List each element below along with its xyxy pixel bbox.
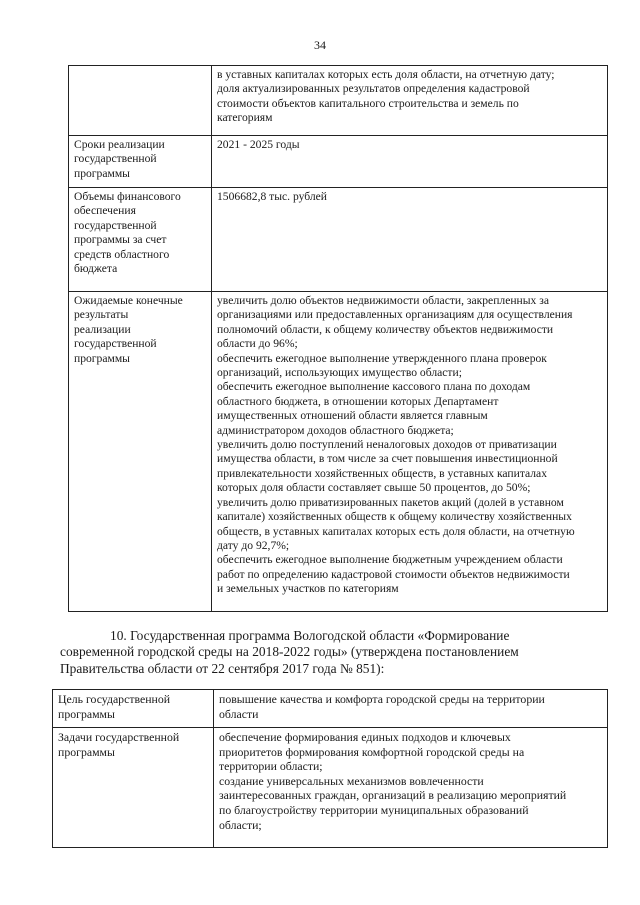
row-value-cell (214, 690, 608, 728)
cell-text-line: программы (74, 351, 130, 365)
cell-text-line: Цель государственной (58, 692, 171, 706)
cell-text-line: Задачи государственной (58, 730, 180, 744)
cell-text-line: обществ, в уставных капиталах которых есть доля области, на отчетную (217, 524, 575, 538)
cell-text-line: программы (74, 166, 130, 180)
row-value-cell (214, 728, 608, 848)
cell-text-line: области (219, 706, 259, 721)
cell-text-line: капитале) хозяйственных обществ к общему количеству хозяйственных (217, 510, 572, 524)
cell-text-line: средств областного (74, 247, 170, 261)
cell-text-line: по благоустройству территории муниципальных образований (219, 802, 529, 817)
table-row (53, 690, 608, 728)
table-row (53, 728, 608, 848)
cell-text-line: обеспечение формирования единых подходов и ключевых (219, 730, 511, 744)
cell-text-line: 1506682,8 тыс. рублей (217, 190, 328, 203)
cell-text-line: области до 96%; (217, 337, 298, 351)
row-label-cell (69, 292, 212, 612)
cell-text-line: увеличить долю объектов недвижимости области, закрепленных за (217, 294, 549, 307)
table-row (69, 136, 608, 188)
row-label-cell (69, 188, 212, 292)
cell-text-line: доля актуализированных результатов определения кадастровой (217, 82, 530, 96)
cell-text-line: области; (219, 817, 262, 832)
row-label-cell (69, 136, 212, 188)
program-passport-table-continued (68, 65, 608, 612)
cell-text-line: увеличить долю поступлений неналоговых доходов от приватизации (217, 438, 557, 452)
cell-text-line: имущественных отношений области является главным (217, 409, 488, 423)
cell-text-line: организаций, использующих имущество области; (217, 366, 462, 380)
cell-text-line: бюджета (74, 262, 118, 276)
cell-text-line: которых доля области составляет свыше 50 процентов, до 50%; (217, 481, 531, 495)
row-value-cell (212, 136, 608, 188)
row-value-cell (212, 188, 608, 292)
cell-text-line: работ по определению кадастровой стоимости объектов недвижимости (217, 567, 570, 581)
table-row (69, 292, 608, 612)
cell-text-line: результаты (74, 308, 129, 322)
cell-text-line: обеспечить ежегодное выполнение кассового плана по доходам (217, 380, 531, 394)
page-number: 34 (314, 38, 326, 52)
row-label-cell (53, 690, 214, 728)
cell-text-line: Сроки реализации (74, 138, 165, 151)
table-row (69, 66, 608, 136)
cell-text-line: имущества области, в том числе за счет повышения инвестиционной (217, 452, 558, 466)
cell-text-line: стоимости объектов капитального строительства и земель по (217, 96, 519, 110)
cell-text-line: организациями или предоставленных организациям для осуществления (217, 308, 573, 322)
table-row (69, 188, 608, 292)
section-heading-line: 10. Государственная программа Вологодской области «Формирование (110, 628, 510, 643)
cell-text-line: создание универсальных механизмов вовлеченности (219, 773, 484, 788)
cell-text-line: государственной (74, 152, 157, 166)
section-heading-line: Правительства области от 22 сентября 2017 года № 851): (60, 660, 385, 676)
cell-text-line: областного бюджета, в отношении которых Департамент (217, 394, 499, 408)
section-heading (60, 628, 600, 677)
cell-text-line: программы (58, 706, 115, 721)
cell-text-line: государственной (74, 218, 157, 232)
cell-text-line: приоритетов формирования комфортной городской среды на (219, 744, 525, 759)
cell-text-line: обеспечения (74, 204, 136, 218)
cell-text-line: дату до 92,7%; (217, 538, 290, 552)
program-passport-table (52, 689, 608, 848)
cell-text-line: Объемы финансового (74, 190, 181, 203)
row-label-cell (69, 66, 212, 136)
cell-text-line: привлекательности хозяйственных обществ, в уставных капиталах (217, 466, 547, 480)
row-value-cell (212, 66, 608, 136)
cell-text-line: реализации (74, 322, 131, 336)
cell-text-line: государственной (74, 337, 157, 351)
cell-text-line: увеличить долю приватизированных пакетов акций (долей в уставном (217, 495, 564, 509)
row-value-cell (212, 292, 608, 612)
cell-text-line: территории области; (219, 759, 323, 774)
cell-text-line: полномочий области, к общему количеству объектов недвижимости (217, 322, 554, 336)
cell-text-line: 2021 - 2025 годы (217, 138, 300, 151)
cell-text-line: в уставных капиталах которых есть доля области, на отчетную дату; (217, 68, 555, 81)
cell-text-line: обеспечить ежегодное выполнение утвержденного плана проверок (217, 351, 547, 365)
cell-text-line: и земельных участков по категориям (217, 582, 399, 596)
cell-text-line: заинтересованных граждан, организаций в реализацию мероприятий (219, 788, 567, 803)
cell-text-line: программы (58, 744, 115, 759)
cell-text-line: программы за счет (74, 233, 167, 247)
cell-text-line: Ожидаемые конечные (74, 294, 183, 307)
row-label-cell (53, 728, 214, 848)
cell-text-line: администратором доходов областного бюджета; (217, 423, 454, 437)
cell-text-line: категориям (217, 111, 273, 125)
cell-text-line: повышение качества и комфорта городской среды на территории (219, 692, 545, 706)
section-heading-line: современной городской среды на 2018-2022 годы» (утверждена постановлением (60, 644, 519, 660)
cell-text-line: обеспечить ежегодное выполнение бюджетным учреждением области (217, 553, 563, 567)
